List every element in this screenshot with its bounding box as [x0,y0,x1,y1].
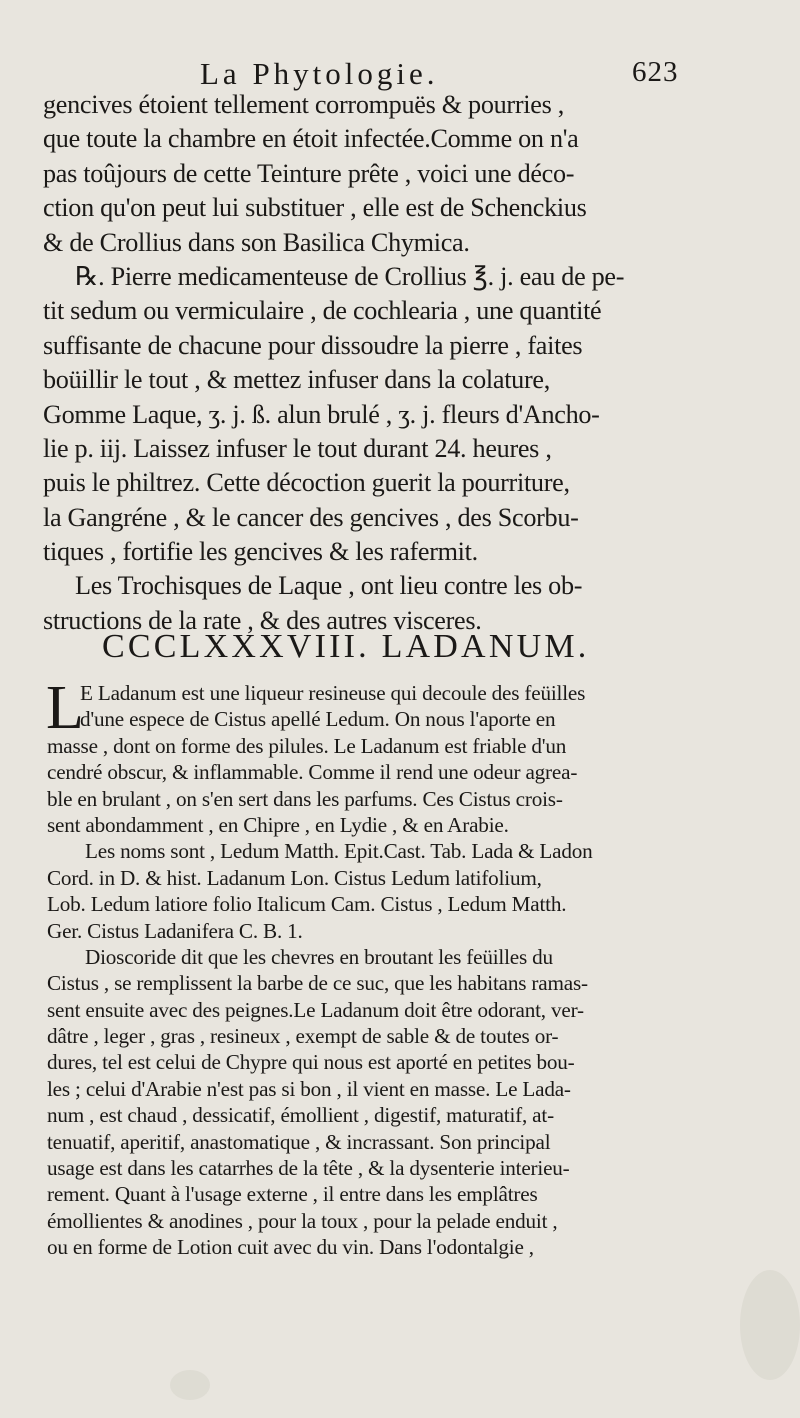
text-line: ou en forme de Lotion cuit avec du vin. Dans l'odontalgie , [47,1235,534,1260]
text-line: les ; celui d'Arabie n'est pas si bon , il vient en masse. Le Lada- [47,1076,571,1101]
text-line: ℞. Pierre medicamenteuse de Crollius ℥. j. eau de pe- [75,261,625,291]
text-line: masse , dont on forme des pilules. Le Ladanum est friable d'un [47,733,567,758]
paper-stain [170,1370,210,1400]
text-line: Les noms sont , Ledum Matth. Epit.Cast. Tab. Lada & Ladon [85,839,593,864]
text-line: la Gangréne , & le cancer des gencives , des Scorbu- [43,502,579,532]
text-line: Ger. Cistus Ladanifera C. B. 1. [47,918,303,943]
text-line: Lob. Ledum latiore folio Italicum Cam. Cistus , Ledum Matth. [47,892,567,917]
text-line: structions de la rate , & des autres visceres. [43,605,482,635]
running-title: La Phytologie. [200,56,439,91]
text-line: lie p. iij. Laissez infuser le tout durant 24. heures , [43,433,552,463]
text-line: tit sedum ou vermiculaire , de cochlearia , une quantité [43,296,602,326]
text-line: rement. Quant à l'usage externe , il entre dans les emplâtres [47,1182,538,1207]
section1-text [43,88,785,638]
drop-cap: L [46,674,84,742]
text-line: usage est dans les catarrhes de la tête , & la dysenterie interieu- [47,1156,570,1181]
text-line: E Ladanum est une liqueur resineuse qui decoule des feüilles [80,681,586,705]
text-line: tenuatif, aperitif, anastomatique , & incrassant. Son principal [47,1129,551,1154]
text-line: cendré obscur, & inflammable. Comme il rend une odeur agrea- [47,760,578,785]
page-number: 623 [632,56,679,88]
text-line: tiques , fortifie les gencives & les rafermit. [43,537,478,567]
text-line: émollientes & anodines , pour la toux , pour la pelade enduit , [47,1208,558,1233]
text-line: sent abondamment , en Chipre , en Lydie , & en Arabie. [47,812,509,837]
text-line: suffisante de chacune pour dissoudre la pierre , faites [43,330,583,360]
section2-text [46,674,790,1261]
section-heading: CCCLXXXVIII. LADANUM. [102,628,590,665]
text-line: num , est chaud , dessicatif, émollient , digestif, maturatif, at- [47,1103,554,1128]
text-line: pas toûjours de cette Teinture prête , voici une déco- [43,158,575,188]
text-line: Les Trochisques de Laque , ont lieu contre les ob- [75,571,583,601]
text-line: dures, tel est celui de Chypre qui nous est aporté en petites bou- [47,1050,575,1075]
text-line: & de Crollius dans son Basilica Chymica. [43,227,470,257]
text-line: puis le philtrez. Cette décoction guerit la pourriture, [43,468,570,498]
text-line: Cistus , se remplissent la barbe de ce suc, que les habitans ramas- [47,971,588,996]
text-line: ction qu'on peut lui substituer , elle est de Schenckius [43,193,587,223]
text-line: que toute la chambre en étoit infectée.Comme on n'a [43,124,579,154]
text-line: sent ensuite avec des peignes.Le Ladanum doit être odorant, ver- [47,997,584,1022]
text-line: Gomme Laque, ʒ. j. ß. alun brulé , ʒ. j. fleurs d'Ancho- [43,399,600,429]
text-line: dâtre , leger , gras , resineux , exempt de sable & de toutes or- [47,1024,559,1049]
text-line: Cord. in D. & hist. Ladanum Lon. Cistus Ledum latifolium, [47,865,542,890]
text-line: ble en brulant , on s'en sert dans les parfums. Ces Cistus crois- [47,786,563,811]
text-line: gencives étoient tellement corrompuës & pourries , [43,90,564,119]
text-line: d'une espece de Cistus apellé Ledum. On nous l'aporte en [80,707,556,732]
paper-stain [740,1270,800,1380]
text-line: Dioscoride dit que les chevres en broutant les feüilles du [85,944,553,969]
text-line: boüillir le tout , & mettez infuser dans la colature, [43,365,550,395]
